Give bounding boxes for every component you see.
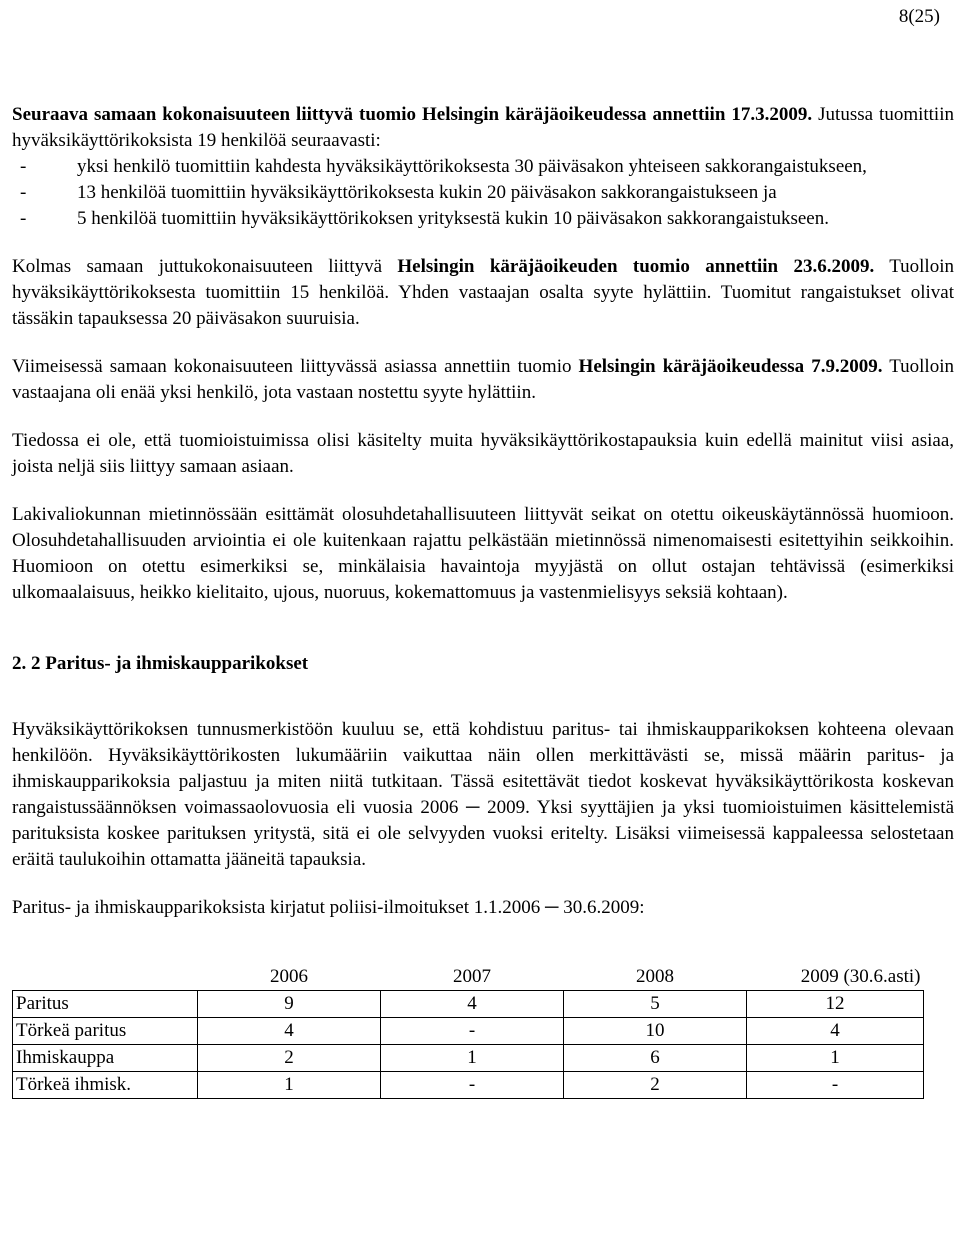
paragraph-text: Kolmas samaan juttukokonaisuuteen liittyvä [12, 256, 398, 277]
table-cell: - [381, 1072, 564, 1099]
table-caption: Paritus- ja ihmiskaupparikoksista kirjatut poliisi-ilmoitukset 1.1.2006 ─ 30.6.2009: [12, 897, 645, 918]
bold-court-ref: Helsingin käräjäoikeudessa 7.9.2009. [578, 356, 883, 377]
paragraph-text: Viimeisessä samaan kokonaisuuteen liittyvässä asiassa annettiin tuomio [12, 356, 579, 377]
table-cell: 5 [564, 991, 747, 1018]
paragraph-no-other-cases: Tiedossa ei ole, että tuomioistuimissa olisi käsitelty muita hyväksikäyttörikostapauksia kuin edellä mainitut viisi asiaa, joista neljä siis liittyy samaan asiaan. [12, 430, 954, 477]
table-cell: 1 [747, 1045, 924, 1072]
section-heading: 2. 2 Paritus- ja ihmiskaupparikokset [12, 653, 309, 674]
table-row [13, 1018, 924, 1045]
table-row [13, 1045, 924, 1072]
table-cell: 6 [564, 1045, 747, 1072]
paragraph-text: Tuolloin hyväksikäyttörikoksesta tuomittiin 15 henkilöä. Yhden vastaajan osalta syyte hylättiin. Tuomitut rangaistukset olivat tässäkin tapauksessa 20 päiväsakon suuruisia. [12, 256, 954, 329]
list-item [12, 154, 954, 180]
paragraph-third-judgment [12, 254, 954, 332]
paragraph-text: Tuolloin vastaajana oli enää yksi henkilö, jota vastaan nostettu syyte hylättiin. [12, 356, 954, 403]
table-cell: 12 [747, 991, 924, 1018]
table-cell: 4 [747, 1018, 924, 1045]
table-header-cell: 2007 [453, 966, 491, 987]
table-cell: 10 [564, 1018, 747, 1045]
table-header-row [13, 964, 924, 991]
table-cell: - [747, 1072, 924, 1099]
table-cell: 2 [564, 1072, 747, 1099]
page-number: 8(25) [898, 6, 940, 27]
list-item-text: 13 henkilöä tuomittiin hyväksikäyttörikoksesta kukin 20 päiväsakon sakkorangaistukseen ja [77, 182, 777, 203]
sentence-list [12, 154, 954, 232]
table-header-cell: 2009 (30.6.asti) [800, 966, 921, 987]
dash-marker: - [20, 156, 27, 177]
list-item [12, 180, 954, 206]
document-body [12, 102, 954, 1099]
list-item [12, 206, 954, 232]
table-header-cell: 2006 [270, 966, 308, 987]
paragraph-text: Jutussa tuomittiin hyväksikäyttörikoksista 19 henkilöä seuraavasti: [12, 104, 954, 151]
list-item-text: 5 henkilöä tuomittiin hyväksikäyttörikoksen yrityksestä kukin 10 päiväsakon sakkorangaistukseen. [77, 208, 829, 229]
police-reports-table [12, 964, 924, 1099]
bold-court-ref: Seuraava samaan kokonaisuuteen liittyvä tuomio Helsingin käräjäoikeudessa annettiin 17.3.2009. [12, 104, 813, 125]
table-cell: 1 [198, 1072, 381, 1099]
table-cell: Törkeä ihmisk. [13, 1072, 198, 1099]
table-row [13, 991, 924, 1018]
table-cell: - [381, 1018, 564, 1045]
paragraph-last-judgment [12, 354, 954, 406]
paragraph-helsinki-17-3 [12, 102, 954, 154]
table-cell: 9 [198, 991, 381, 1018]
paragraph-committee: Lakivaliokunnan mietinnössään esittämät olosuhdetahallisuuteen liittyvät seikat on otettu oikeuskäytännössä huomioon. Olosuhdetahallisuuden arviointia ei ole kuitenkaan rajattu pelkästään mietinnössä nimenomaisesti esitettyihin seikkoihin. Huomioon on otettu esimerkiksi se, minkälaisia havaintoja myyjästä on ollut ostajan tehtävissä (esimerkiksi ulkomaalaisuus, heikko kielitaito, ujous, nuoruus, kokemattomuus ja vastenmielisyys seksiä kohtaan). [12, 504, 954, 603]
table-row [13, 1072, 924, 1099]
table-header-cell [13, 964, 198, 991]
table-header-cell: 2008 [636, 966, 674, 987]
list-item-text: yksi henkilö tuomittiin kahdesta hyväksikäyttörikoksesta 30 päiväsakon yhteiseen sakkorangaistukseen, [77, 156, 867, 177]
table-cell: 4 [198, 1018, 381, 1045]
table-cell: 1 [381, 1045, 564, 1072]
table-cell: 4 [381, 991, 564, 1018]
table-cell: Törkeä paritus [13, 1018, 198, 1045]
table-cell: Ihmiskauppa [13, 1045, 198, 1072]
dash-marker: - [20, 182, 27, 203]
paragraph-pimping-intro: Hyväksikäyttörikoksen tunnusmerkistöön kuuluu se, että kohdistuu paritus- tai ihmiskaupparikoksen kohteena olevaan henkilöön. Hyväksikäyttörikosten lukumääriin vaikuttaa näin ollen merkittävästi se, missä määrin paritus- ja ihmiskaupparikoksia paljastuu ja miten niitä tutkitaan. Tässä esitettävät tiedot koskevat hyväksikäyttörikosta koskevan rangaistussäännöksen voimassaolovuosia eli vuosia 2006 ─ 2009. Yksi syyttäjien ja yksi tuomioistuimen käsittelemistä parituksista koskee parituksen yritystä, sitä ei ole selvyyden vuoksi eritelty. Lisäksi viimeisessä kappaleessa selostetaan eräitä taulukoihin ottamatta jääneitä tapauksia. [12, 719, 954, 870]
bold-court-ref: Helsingin käräjäoikeuden tuomio annettiin 23.6.2009. [397, 256, 875, 277]
dash-marker: - [20, 208, 27, 229]
table-cell: 2 [198, 1045, 381, 1072]
table-cell: Paritus [13, 991, 198, 1018]
